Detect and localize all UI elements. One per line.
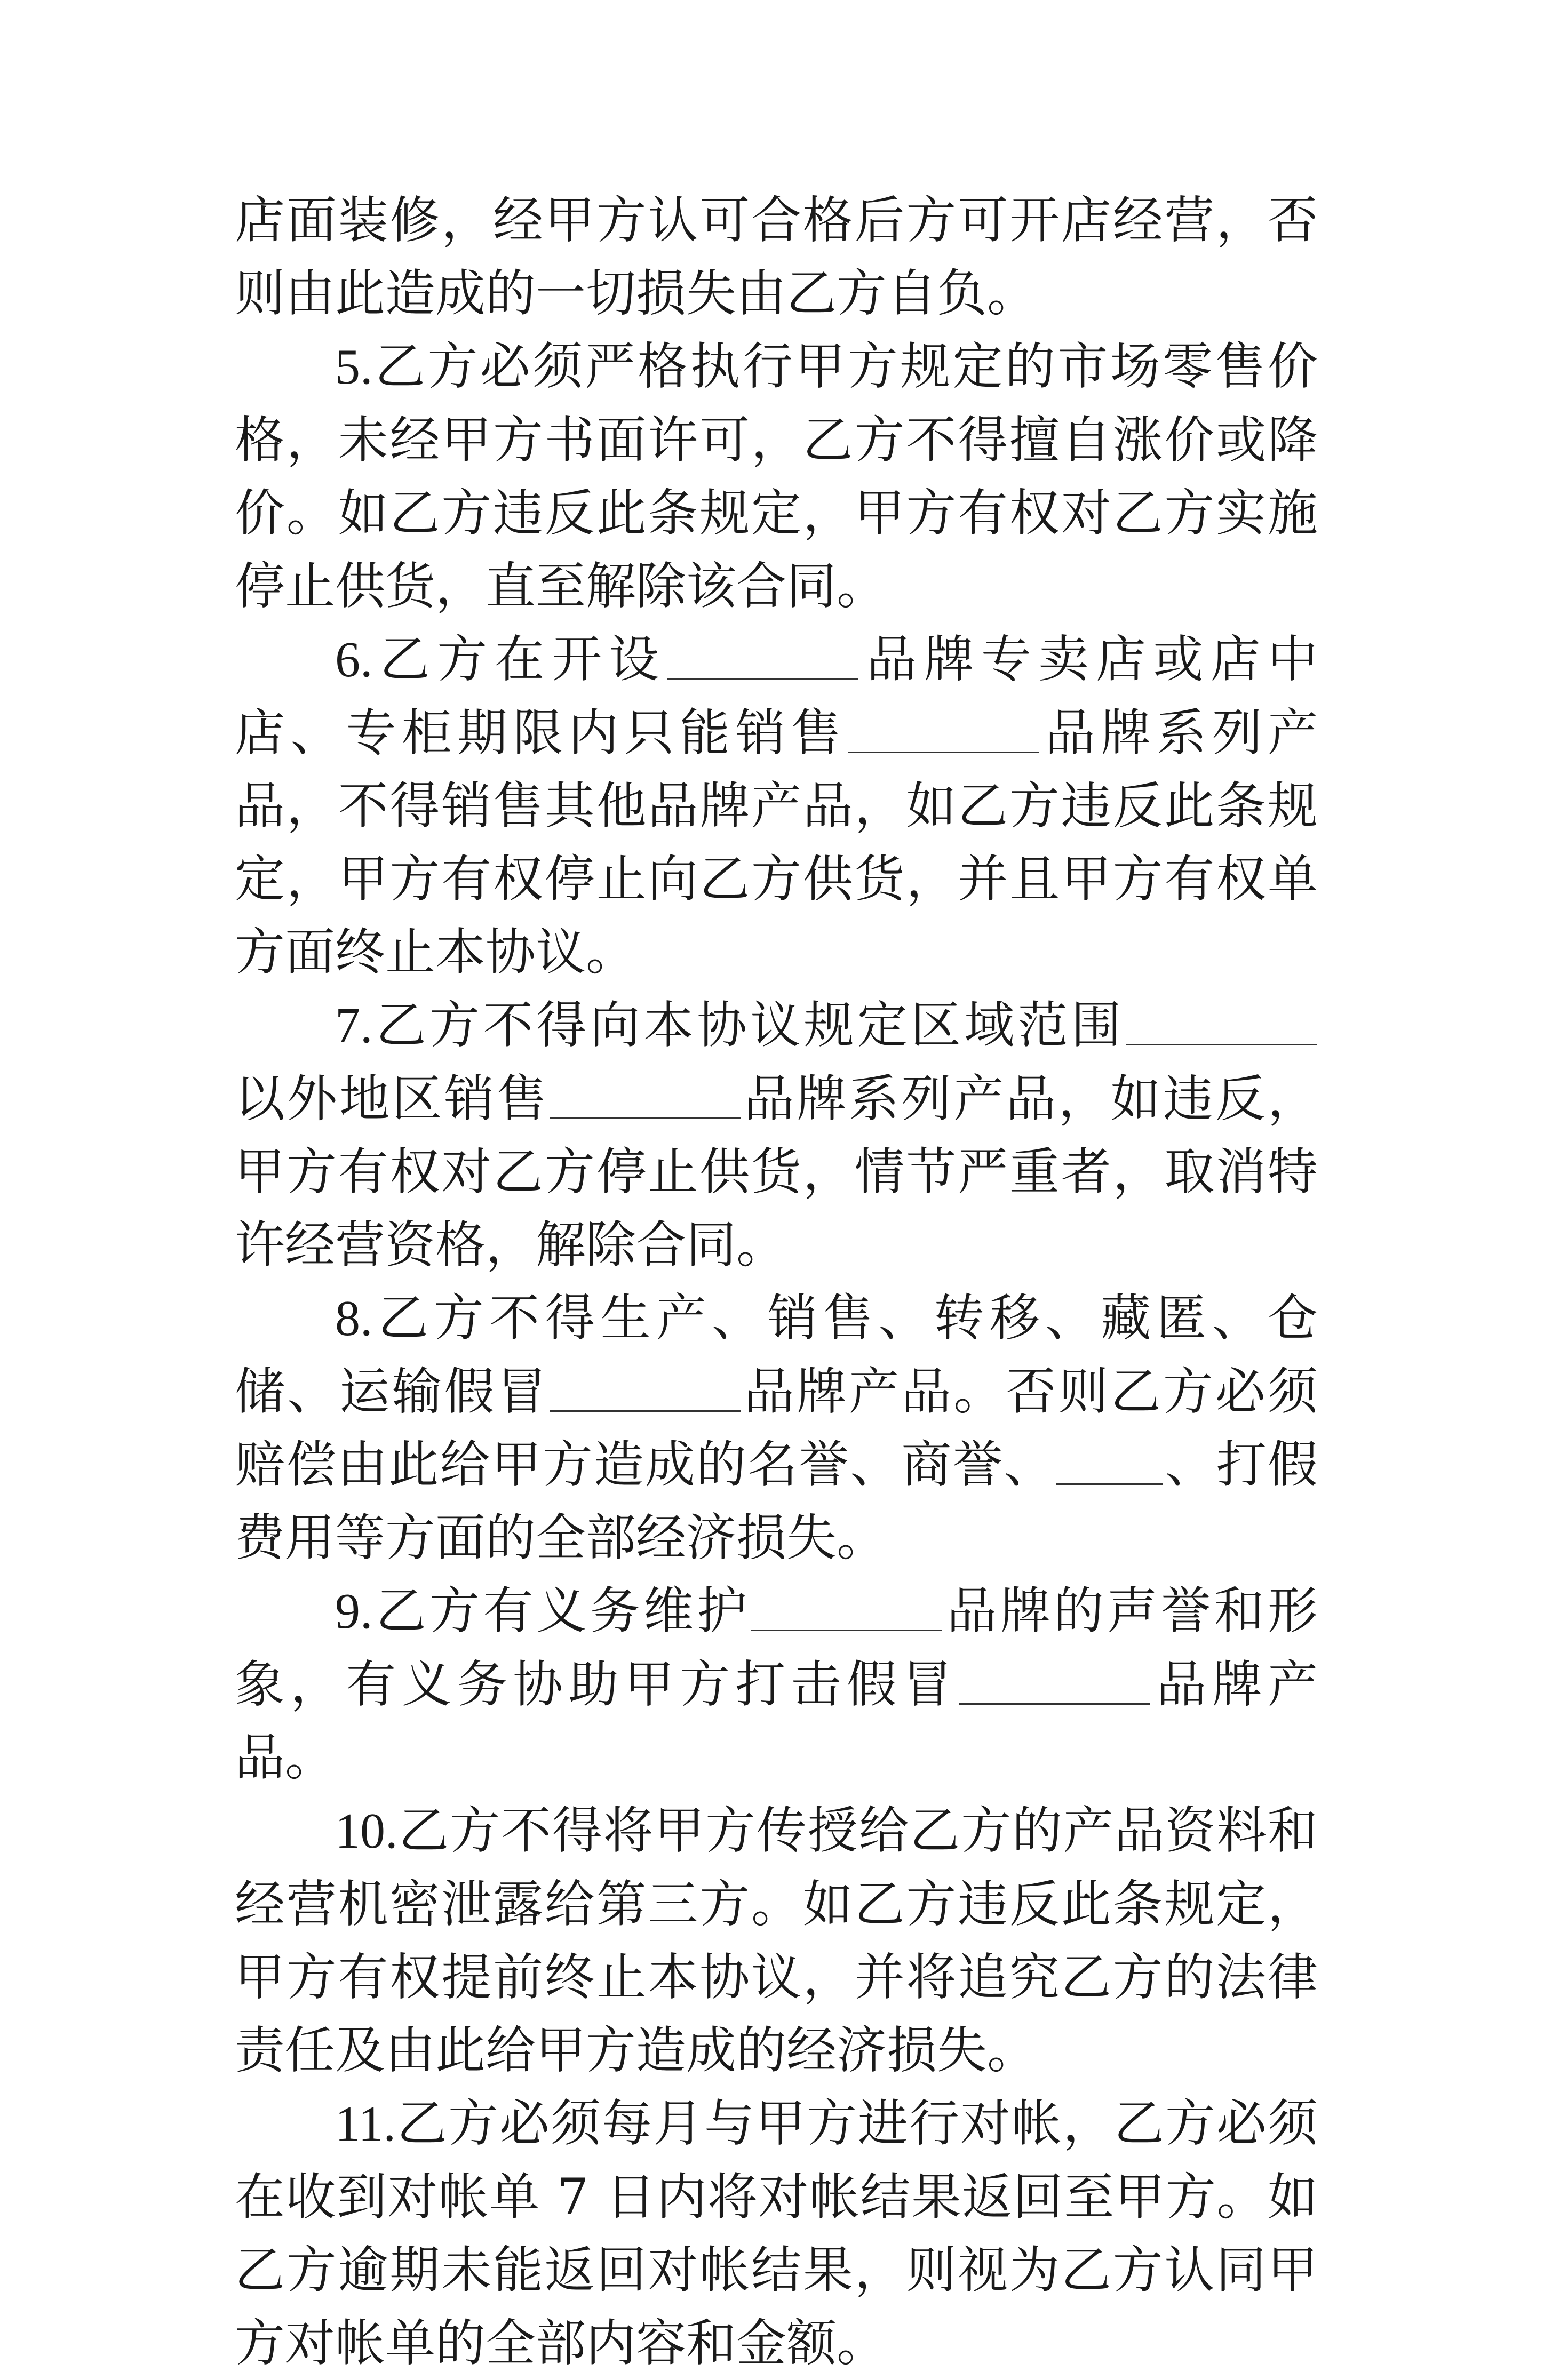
clause-text: 品牌的声誉和形象，有义务协助甲方打击假冒 xyxy=(235,1582,1318,1714)
paragraph-text: 店面装修，经甲方认可合格后方可开店经营，否则由此造成的一切损失由乙方自负。 xyxy=(235,191,1318,323)
clause-5 xyxy=(235,330,1318,623)
clause-text: 乙方有义务维护 xyxy=(372,1582,751,1640)
clause-text: 乙方在开设 xyxy=(372,630,666,689)
fill-in-blank-short[interactable] xyxy=(1056,1441,1163,1485)
clause-text: 品牌专卖店或店中店、专柜期限内只能销售 xyxy=(235,630,1318,762)
clause-number: 5. xyxy=(335,339,373,395)
clause-number: 10. xyxy=(335,1803,398,1859)
fill-in-blank[interactable] xyxy=(1126,1001,1317,1045)
fill-in-blank[interactable] xyxy=(550,1075,741,1119)
clause-text: 乙方不得向本协议规定区域范围 xyxy=(372,996,1125,1055)
paragraph-continued xyxy=(235,184,1318,330)
clause-text: 品牌产品。否则乙方必须赔偿由此给甲方造成的名誉、商誉、 xyxy=(235,1363,1318,1494)
clause-number: 6. xyxy=(335,632,373,688)
clause-text: 乙方不得将甲方传授给乙方的产品资料和经营机密泄露给第三方。如乙方违反此条规定，甲方有权提前终止本协议，并将追究乙方的法律责任及由此给甲方造成的经济损失。 xyxy=(235,1802,1318,2080)
clause-8 xyxy=(235,1282,1318,1575)
clause-number: 11. xyxy=(335,2096,396,2152)
clause-text: 以外地区销售 xyxy=(235,1070,549,1128)
document-page xyxy=(235,184,1318,2380)
clause-text: 品牌产品。 xyxy=(235,1656,1318,1787)
clause-number: 9. xyxy=(335,1584,373,1639)
clause-6 xyxy=(235,623,1318,989)
fill-in-blank[interactable] xyxy=(848,709,1039,753)
clause-number: 8. xyxy=(335,1291,373,1346)
clause-7 xyxy=(235,989,1318,1282)
clause-11 xyxy=(235,2087,1318,2380)
clause-text: 品牌系列产品，不得销售其他品牌产品，如乙方违反此条规定，甲方有权停止向乙方供货，并且甲方有权单方面终止本协议。 xyxy=(235,704,1318,981)
clause-text: 、打假费用等方面的全部经济损失。 xyxy=(235,1436,1318,1567)
clause-text: 乙方不得生产、销售、转移、藏匿、仓储、运输假冒 xyxy=(235,1289,1318,1421)
clause-text: 乙方必须每月与甲方进行对帐，乙方必须在收到对帐单 7 日内将对帐结果返回至甲方。如乙方逾期未能返回对帐结果，则视为乙方认同甲方对帐单的全部内容和金额。 xyxy=(235,2095,1318,2373)
fill-in-blank[interactable] xyxy=(550,1368,741,1412)
fill-in-blank[interactable] xyxy=(959,1660,1150,1705)
clause-text: 乙方必须严格执行甲方规定的市场零售价格，未经甲方书面许可，乙方不得擅自涨价或降价。如乙方违反此条规定，甲方有权对乙方实施停止供货，直至解除该合同。 xyxy=(235,338,1318,616)
clause-number: 7. xyxy=(335,998,373,1053)
clause-text: 品牌系列产品，如违反，甲方有权对乙方停止供货，情节严重者，取消特许经营资格，解除合同。 xyxy=(235,1070,1318,1274)
clause-10 xyxy=(235,1794,1318,2087)
fill-in-blank[interactable] xyxy=(751,1587,942,1631)
fill-in-blank[interactable] xyxy=(667,635,858,680)
clause-9 xyxy=(235,1575,1318,1794)
